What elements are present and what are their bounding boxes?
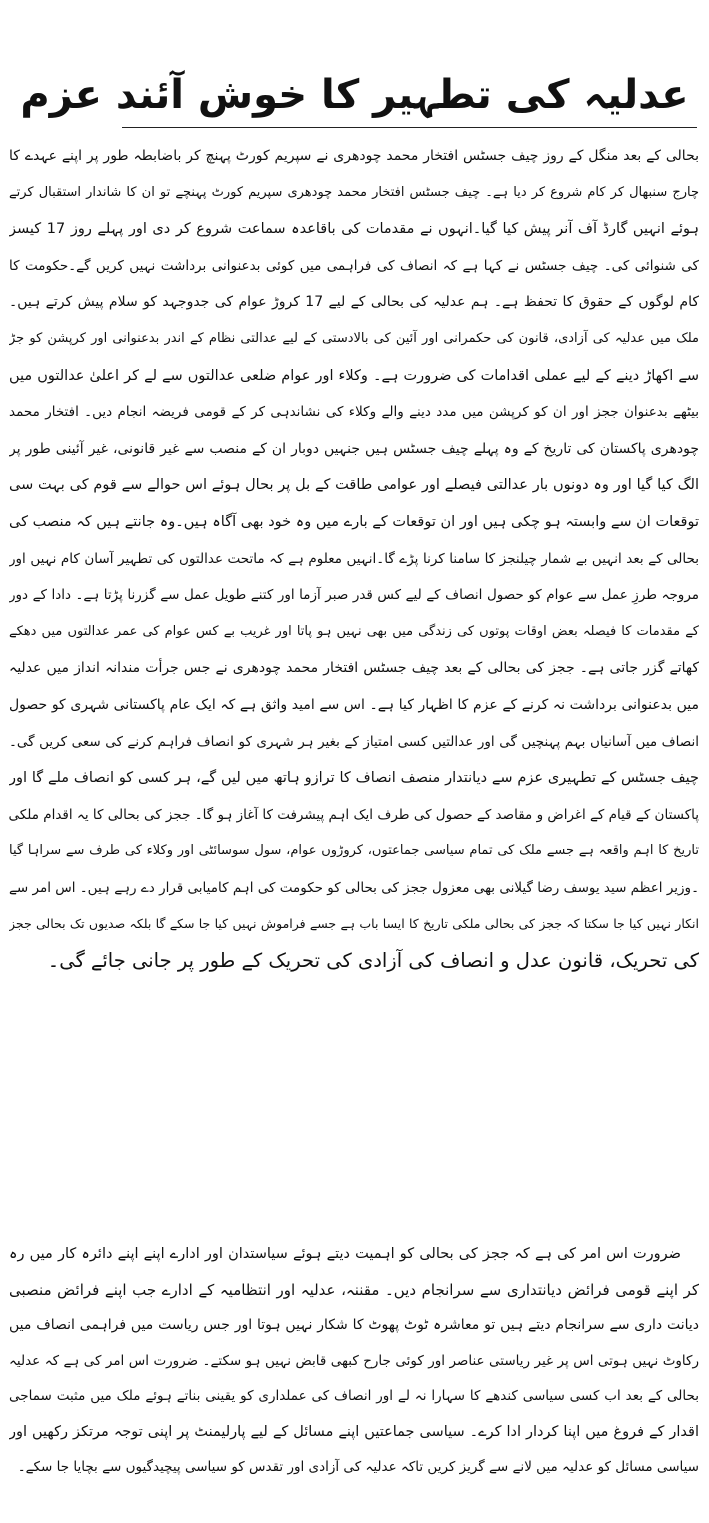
text-line: ۔وزیر اعظم سید یوسف رضا گیلانی بھی معزول ججز کی بحالی کو حکومت کی اہم کامیابی قرار دے رہے ہیں۔ اس امر سے xyxy=(9,879,699,896)
text-line: رکاوٹ نہیں ہوتی اس پر غیر ریاستی عناصر اور کوئی جارح کبھی قابض نہیں ہو سکتے۔ ضرورت اس امر کی ہے کہ عدلیہ xyxy=(9,1352,699,1369)
text-line: کی شنوائی کی۔ چیف جسٹس نے کہا ہے کہ انصاف کی فراہمی میں کوئی بدعنوانی برداشت نہیں کریں گے۔حکومت کا xyxy=(9,257,699,274)
text-line: پاکستان کے قیام کے اغراض و مقاصد کے حصول کی طرف ایک اہم پیشرفت کا آغاز ہو گا۔ ججز کی بحالی کا یہ اقدام ملکی xyxy=(9,806,699,823)
text-line: انکار نہیں کیا جا سکتا کہ ججز کی بحالی ملکی تاریخ کا ایسا باب ہے جسے فراموش نہیں کیا جا سکے گا بلکہ صدیوں تک بحالی ججز xyxy=(9,916,699,932)
text-line: دیانت داری سے سرانجام دیتے ہیں تو معاشرہ ٹوٹ پھوٹ کا شکار نہیں ہوتا اور جس ریاست میں فراہمی انصاف میں xyxy=(9,1317,699,1333)
text-line: انصاف میں آسانیاں بہم پہنچیں گی اور عدالتیں کسی امتیاز کے بغیر ہر شہری کو انصاف فراہم کرنے کی سعی کریں گی۔ xyxy=(9,733,699,750)
text-line: سیاسی مسائل کو عدلیہ میں لانے سے گریز کریں تاکہ عدلیہ کی آزادی اور تقدس کو سیاسی پیچیدگیوں سے بچایا جا سکے۔ xyxy=(17,1459,699,1475)
text-line: بحالی کے بعد اب کسی سیاسی کندھے کا سہارا نہ لے اور انصاف کی عملداری کو یقینی بناتے ہوئے ملک میں مثبت سماجی xyxy=(9,1388,699,1404)
text-line: ہوئے انہیں گارڈ آف آنر پیش کیا گیا۔انہوں نے مقدمات کی باقاعدہ سماعت شروع کر دی اور پہلے روز 17 کیسز xyxy=(9,221,699,238)
text-line: سے اکھاڑ دینے کے لیے عملی اقدامات کی ضرورت ہے۔ وکلاء اور عوام ضلعی عدالتوں سے لے کر اعلیٰ عدالتوں میں xyxy=(9,367,699,384)
text-line: بحالی کے بعد منگل کے روز چیف جسٹس افتخار محمد چودھری نے سپریم کورٹ پہنچ کر باضابطہ طور پر اپنے عہدے کا xyxy=(9,148,699,164)
text-line: چارج سنبھال کر کام شروع کر دیا ہے۔ چیف جسٹس افتخار محمد چودھری سپریم کورٹ پہنچے تو ان کا شاندار استقبال کرتے xyxy=(9,184,699,200)
text-line: بیٹھے بدعنوان ججز اور ان کو کرپشن میں مدد دینے والے وکلاء کی نشاندہی کر کے قومی فریضہ انجام دیں۔ افتخار محمد xyxy=(9,404,699,421)
text-line: چیف جسٹس کے تطہیری عزم سے دیانتدار منصف انصاف کا ترازو ہاتھ میں لیں گے، ہر کسی کو انصاف ملے گا اور xyxy=(9,770,699,787)
headline: عدلیہ کی تطہیر کا خوش آئند عزم xyxy=(20,71,689,118)
text-line: میں بدعنوانی برداشت نہ کرنے کے عزم کا اظہار کیا ہے۔ اس سے امید واثق ہے کہ ایک عام پاکستانی شہری کو حصول xyxy=(9,696,699,713)
text-line: اقدار کے فروغ میں اپنا کردار ادا کرے۔ سیاسی جماعتیں اپنے مسائل کے لیے پارلیمنٹ پر اپنی توجہ مرتکز رکھیں اور xyxy=(9,1423,699,1440)
text-line: مروجہ طرزِ عمل سے عوام کو حصول انصاف کے لیے کس قدر صبر آزما اور کتنے طویل عمل سے گزرنا پڑتا ہے۔ دادا کے دور xyxy=(9,587,699,604)
text-line: توقعات ان سے وابستہ ہو چکی ہیں اور ان توقعات کے بارے میں وہ خود بھی آگاہ ہیں۔وہ جانتے ہیں کہ منصب کی xyxy=(9,513,699,530)
text-line: ضرورت اس امر کی ہے کہ ججز کی بحالی کو اہمیت دیتے ہوئے سیاستدان اور ادارے اپنے اپنے دائرہ کار میں رہ xyxy=(9,1246,681,1262)
text-line: چودھری پاکستان کی تاریخ کے وہ پہلے چیف جسٹس ہیں جنہیں دوبار ان کے منصب سے غیر قانونی، غیر آئینی طور پر xyxy=(9,440,699,457)
paragraph-1 xyxy=(9,138,699,980)
text-line: کے مقدمات کا فیصلہ بعض اوقات پوتوں کی زندگی میں بھی نہیں ہو پاتا اور غریب بے کس عوام کی عمر عدالتوں میں دھکے xyxy=(9,623,699,639)
text-line: الگ کیا گیا اور وہ دونوں بار عدالتی فیصلے اور عوامی طاقت کے بل پر بحال ہوئے اس حوالے سے قوم کی بہت سی xyxy=(9,477,699,494)
paragraph-2 xyxy=(9,1237,699,1486)
text-line: ملک میں عدلیہ کی آزادی، قانون کی حکمرانی اور آئین کی بالادستی کے لیے عدالتی نظام کے اندر بدعنوانی اور کرپشن کو جڑ xyxy=(9,330,699,346)
text-line: بحالی کے بعد انہیں بے شمار چیلنجز کا سامنا کرنا پڑے گا۔انہیں معلوم ہے کہ ماتحت عدالتوں کی تطہیر آسان کام نہیں اور xyxy=(9,550,699,567)
text-line: تاریخ کا اہم واقعہ ہے جسے ملک کی تمام سیاسی جماعتوں، کروڑوں عوام، سول سوسائٹی اور وکلاء کی طرف سے سراہا گیا xyxy=(9,843,699,859)
text-line: کر اپنے قومی فرائض دیانتداری سے سرانجام دیں۔ مقننہ، عدلیہ اور انتظامیہ کے ادارے جب اپنے فرائض منصبی xyxy=(9,1280,699,1299)
text-line: کھاتے گزر جاتی ہے۔ ججز کی بحالی کے بعد چیف جسٹس افتخار محمد چودھری نے جس جرأت مندانہ انداز میں عدلیہ xyxy=(9,660,699,677)
text-line: کی تحریک، قانون عدل و انصاف کی آزادی کی تحریک کے طور پر جانی جائے گی۔ xyxy=(47,949,699,973)
text-line: کام لوگوں کے حقوق کا تحفظ ہے۔ ہم عدلیہ کی بحالی کے لیے 17 کروڑ عوام کی جدوجہد کو سلام پیش کرتے ہیں۔ xyxy=(9,294,699,311)
headline-divider xyxy=(122,127,697,128)
